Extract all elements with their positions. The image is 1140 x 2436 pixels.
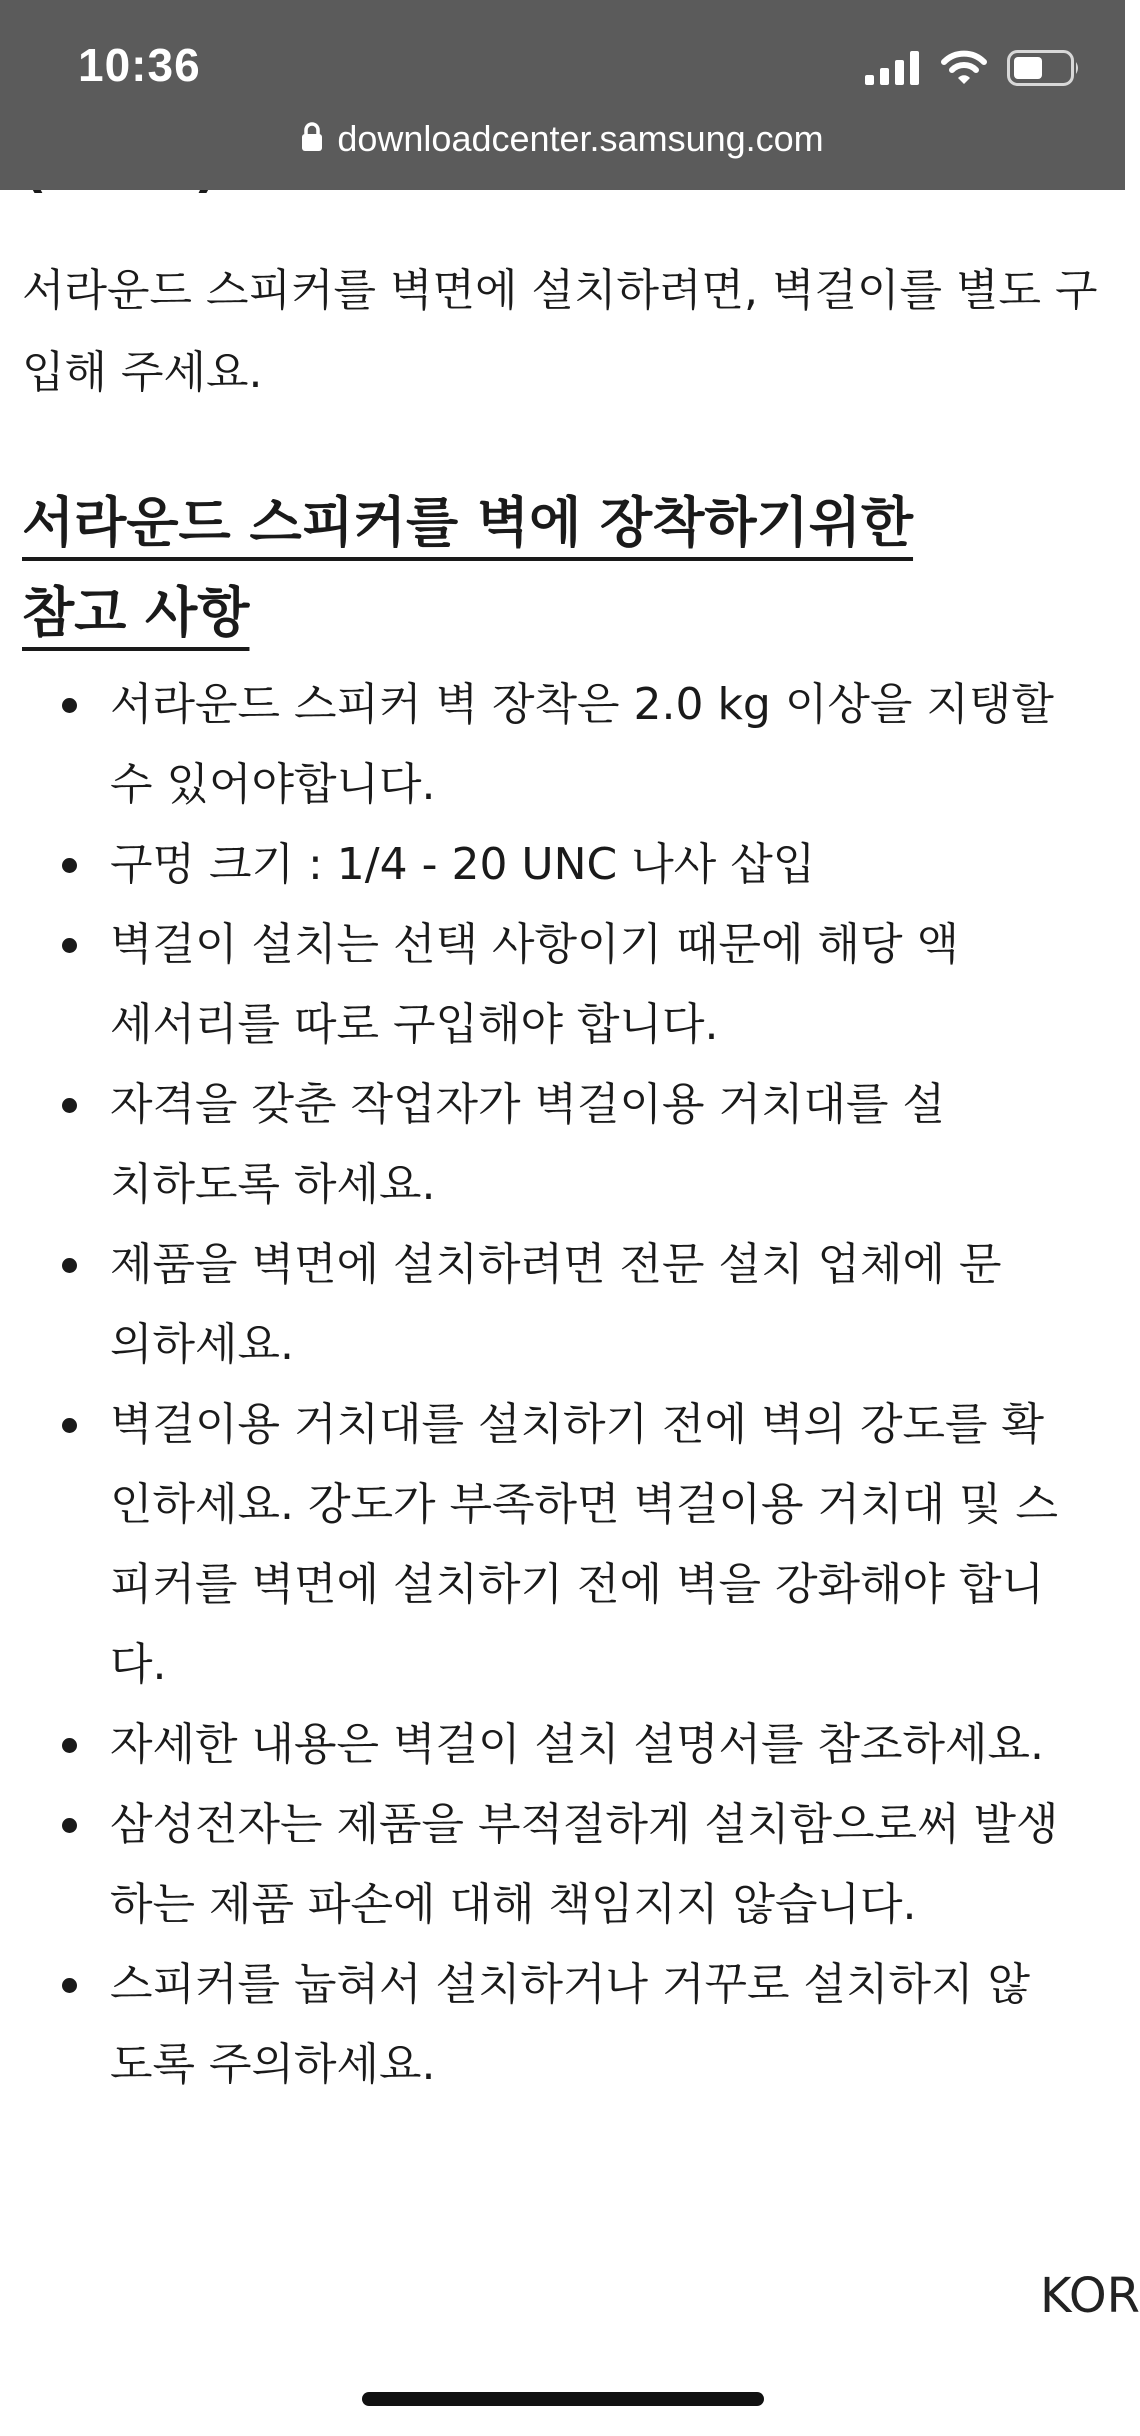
- section-heading-line1: 서라운드 스피커를 벽에 장착하기위한: [22, 491, 914, 554]
- battery-icon: [1007, 50, 1081, 90]
- section-heading: [22, 478, 913, 658]
- list-item: 벽걸이용 거치대를 설치하기 전에 벽의 강도를 확인하세요. 강도가 부족하면 벽걸이용 거치대 및 스피커를 벽면에 설치하기 전에 벽을 강화해야 합니다.: [0, 1385, 1090, 1705]
- list-item: 구멍 크기 : 1/4 - 20 UNC 나사 삽입: [0, 825, 1090, 905]
- list-item: 서라운드 스피커 벽 장착은 2.0 kg 이상을 지탱할 수 있어야합니다.: [0, 665, 1090, 825]
- signal-icon: [865, 51, 921, 89]
- language-selector[interactable]: KOR: [1040, 2268, 1140, 2324]
- list-item: 스피커를 눕혀서 설치하거나 거꾸로 설치하지 않도록 주의하세요.: [0, 1945, 1040, 2105]
- address-bar[interactable]: [0, 118, 1125, 160]
- lock-icon: [301, 122, 323, 156]
- list-item: 삼성전자는 제품을 부적절하게 설치함으로써 발생하는 제품 파손에 대해 책임지지 않습니다.: [0, 1785, 1070, 1945]
- list-item: 자격을 갖춘 작업자가 벽걸이용 거치대를 설치하도록 하세요.: [0, 1065, 960, 1225]
- notes-list: [0, 665, 1125, 2105]
- wifi-icon: [941, 51, 987, 89]
- list-item: 자세한 내용은 벽걸이 설치 설명서를 참조하세요.: [0, 1705, 1100, 1785]
- status-time: 10:36: [78, 39, 201, 91]
- list-item: 벽걸이 설치는 선택 사항이기 때문에 해당 액세서리를 따로 구입해야 합니다.: [0, 905, 980, 1065]
- status-icons: [865, 50, 1081, 90]
- browser-chrome: [0, 0, 1125, 190]
- section-heading-line2: 참고 사항: [22, 581, 250, 644]
- list-item: 제품을 벽면에 설치하려면 전문 설치 업체에 문의하세요.: [0, 1225, 1020, 1385]
- home-indicator[interactable]: [362, 2392, 764, 2406]
- intro-paragraph: 서라운드 스피커를 벽면에 설치하려면, 벽걸이를 별도 구입해 주세요.: [22, 265, 1098, 398]
- url-text: downloadcenter.samsung.com: [337, 118, 824, 159]
